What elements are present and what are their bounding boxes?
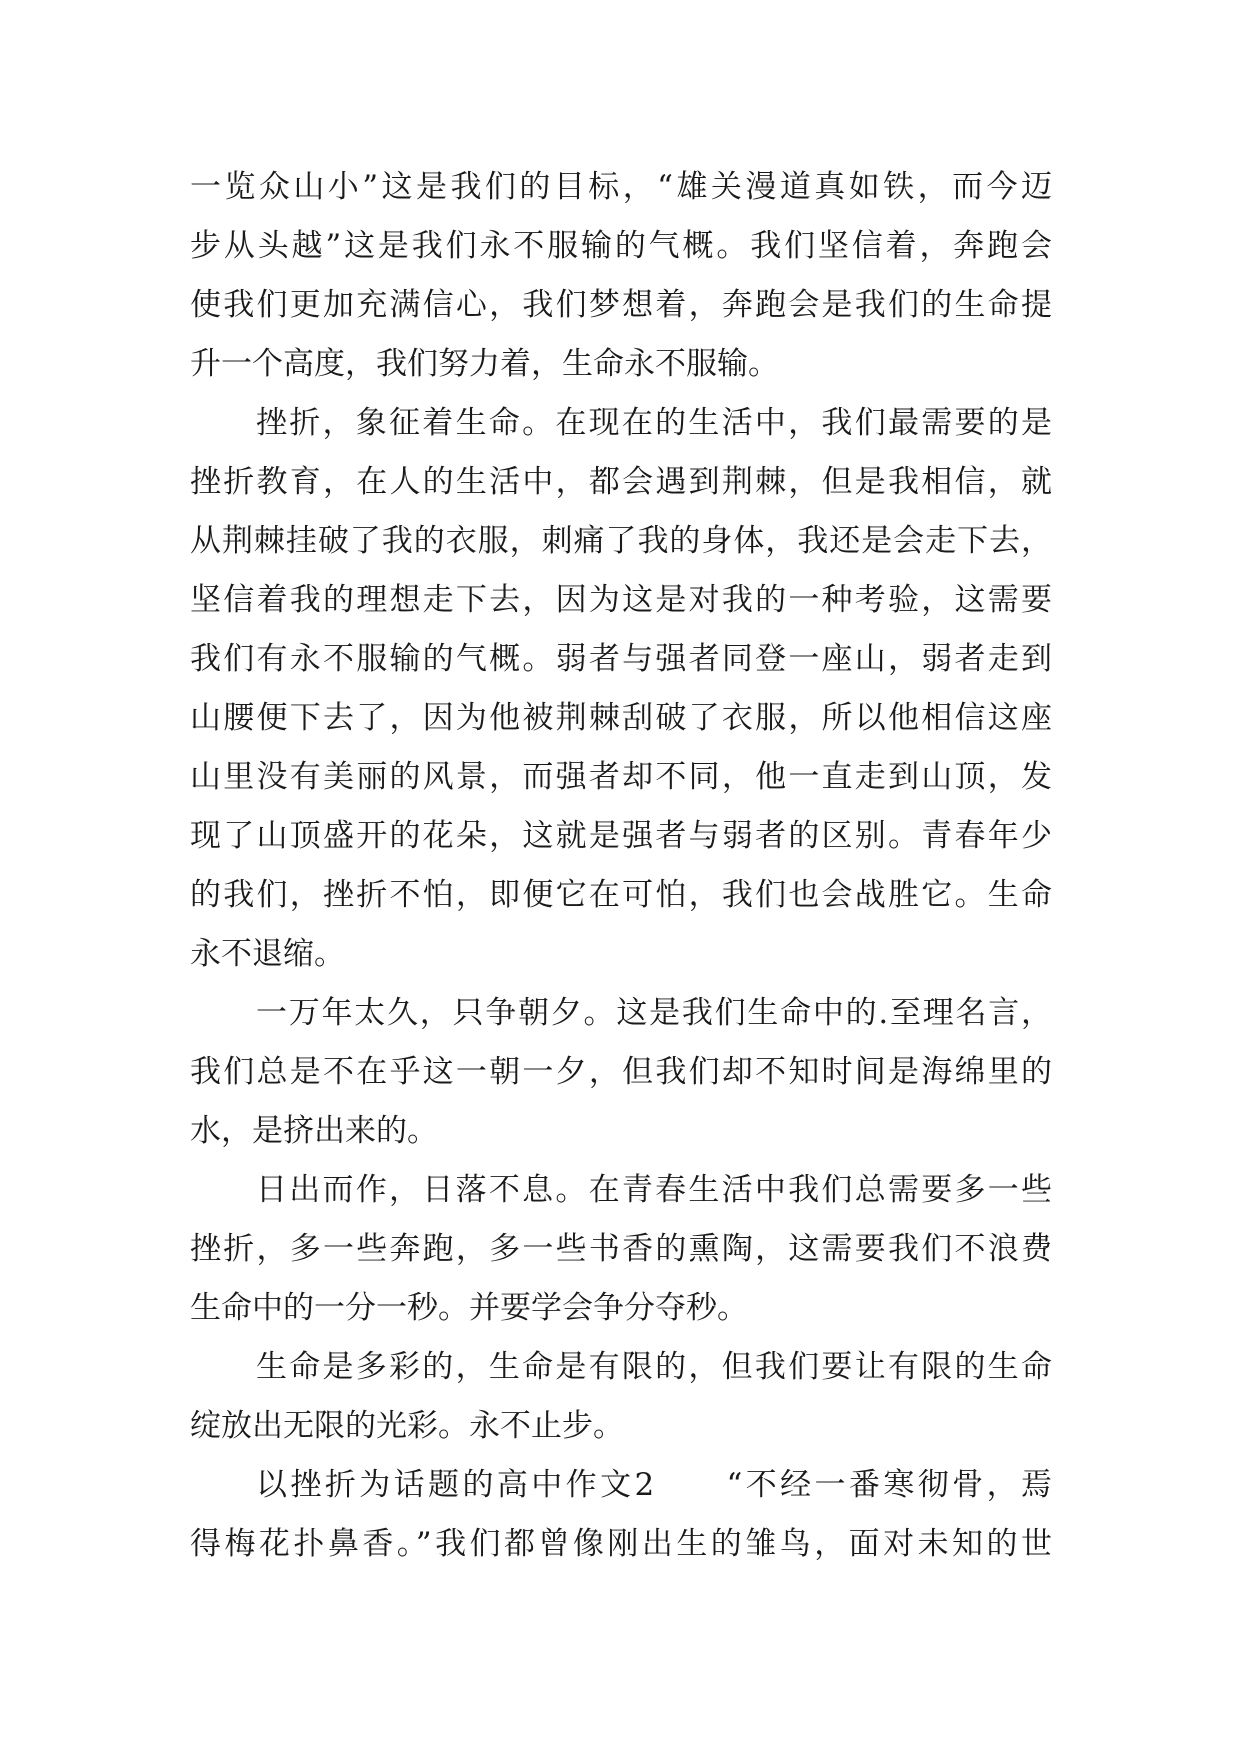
text-line: 山腰便下去了，因为他被荆棘刮破了衣服，所以他相信这座	[190, 700, 1052, 736]
text-line: 的我们，挫折不怕，即便它在可怕，我们也会战胜它。生命	[190, 877, 1052, 913]
text-line: 挫折教育，在人的生活中，都会遇到荆棘，但是我相信，就	[190, 464, 1052, 500]
text-line: 步从头越”这是我们永不服输的气概。我们坚信着，奔跑会	[190, 228, 1052, 264]
text-line: 使我们更加充满信心，我们梦想着，奔跑会是我们的生命提	[190, 287, 1052, 323]
text-line: 水，是挤出来的。	[190, 1113, 438, 1149]
text-line: 一览众山小”这是我们的目标，“雄关漫道真如铁，而今迈	[190, 169, 1052, 205]
text-line: 山里没有美丽的风景，而强者却不同，他一直走到山顶，发	[190, 759, 1052, 795]
text-line: 生命是多彩的，生命是有限的，但我们要让有限的生命	[256, 1349, 1052, 1385]
text-line: 坚信着我的理想走下去，因为这是对我的一种考验，这需要	[190, 582, 1052, 618]
text-line: 我们总是不在乎这一朝一夕，但我们却不知时间是海绵里的	[190, 1054, 1052, 1090]
text-line: 挫折，多一些奔跑，多一些书香的熏陶，这需要我们不浪费	[190, 1231, 1052, 1267]
text-line: 我们有永不服输的气概。弱者与强者同登一座山，弱者走到	[190, 641, 1052, 677]
text-line: 得梅花扑鼻香。”我们都曾像刚出生的雏鸟，面对未知的世	[190, 1526, 1052, 1562]
text-line: 升一个高度，我们努力着，生命永不服输。	[190, 346, 779, 382]
text-line: 永不退缩。	[190, 936, 345, 972]
text-line: 挫折，象征着生命。在现在的生活中，我们最需要的是	[256, 405, 1052, 441]
body-text	[190, 158, 1052, 1574]
text-line: 一万年太久，只争朝夕。这是我们生命中的.至理名言，	[256, 995, 1052, 1031]
text-line: 现了山顶盛开的花朵，这就是强者与弱者的区别。青春年少	[190, 818, 1052, 854]
text-line: 绽放出无限的光彩。永不止步。	[190, 1408, 624, 1444]
text-line: 以挫折为话题的高中作文2 “不经一番寒彻骨，焉	[256, 1467, 1052, 1503]
text-line: 从荆棘挂破了我的衣服，刺痛了我的身体，我还是会走下去，	[190, 523, 1052, 559]
text-line: 生命中的一分一秒。并要学会争分夺秒。	[190, 1290, 748, 1326]
text-line: 日出而作，日落不息。在青春生活中我们总需要多一些	[256, 1172, 1052, 1208]
